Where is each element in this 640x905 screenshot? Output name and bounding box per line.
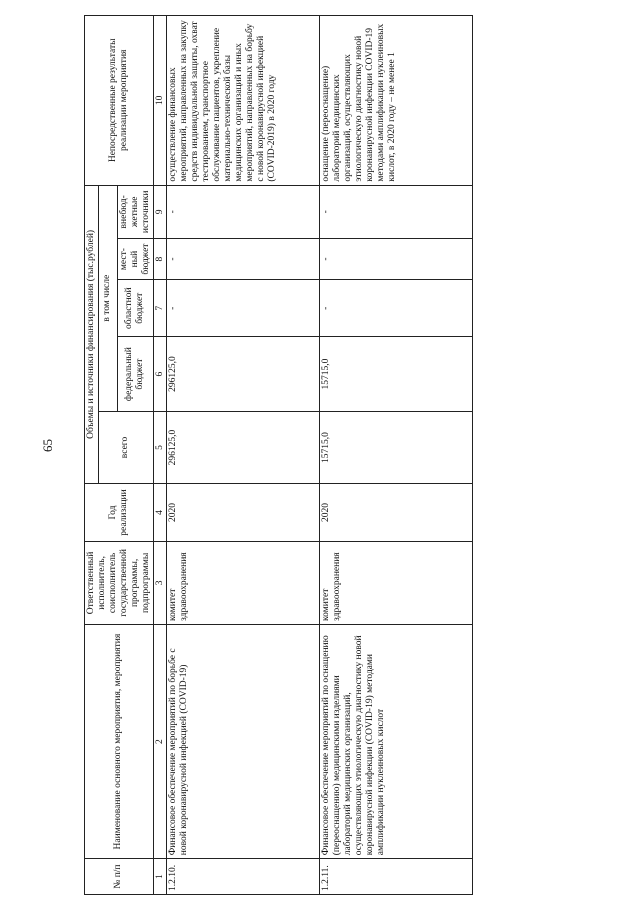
col-num-header: № п/п <box>85 859 154 895</box>
row-year: 2020 <box>167 484 320 542</box>
col-number: 8 <box>153 239 167 280</box>
col-number: 7 <box>153 280 167 337</box>
row-name: Финансовое обеспечение мероприятий по борьбе с новой коронавирусной инфекцией (COVID-19) <box>167 624 320 858</box>
row-result: оснащение (переоснащение) лабораторий медицинских организаций, осуществляющих этиологическую диагностику новой коронавирусной инфекции COVID-19 методами амплификации нуклеиновых кислот, в 2020 году – не менее 1 <box>320 16 473 186</box>
row-year: 2020 <box>320 484 473 542</box>
row-num: 1.2.10. <box>167 859 320 895</box>
col-number: 5 <box>153 411 167 483</box>
row-responsible: комитет здравоохранения <box>320 541 473 624</box>
col-federal-header: федеральный бюджет <box>117 337 153 411</box>
col-number: 9 <box>153 185 167 238</box>
row-total: 15715,0 <box>320 411 473 483</box>
row-num: 1.2.11. <box>320 859 473 895</box>
col-number: 2 <box>153 624 167 858</box>
row-regional: - <box>167 280 320 337</box>
rotated-page <box>80 0 640 905</box>
row-total: 296125,0 <box>167 411 320 483</box>
row-local: - <box>320 239 473 280</box>
table-row <box>320 16 473 895</box>
col-number: 10 <box>153 16 167 186</box>
col-funding-header: Объемы и источники финансирования (тыс.рублей) <box>85 185 99 484</box>
col-responsible-header: Ответственный исполнитель, соисполнитель государственной программы, подпрограммы <box>85 541 154 624</box>
row-responsible: комитет здравоохранения <box>167 541 320 624</box>
program-table <box>84 15 473 895</box>
table-row <box>167 16 320 895</box>
col-number: 6 <box>153 337 167 411</box>
col-number: 1 <box>153 859 167 895</box>
row-regional: - <box>320 280 473 337</box>
col-incl-header: в том числе <box>98 185 117 411</box>
col-results-header: Непосредственные результаты реализации мероприятия <box>85 16 154 186</box>
row-extra: - <box>167 185 320 238</box>
col-name-header: Наименование основного мероприятия, мероприятия <box>85 624 154 858</box>
row-name: Финансовое обеспечение мероприятий по оснащению (переоснащению) медицинскими изделиями лабораторий медицинских организаций, осуществляющих этиологическую диагностику новой коронавирусной инфекции (COVID-19) методами амплификации нуклеиновых кислот <box>320 624 473 858</box>
row-result: осуществление финансовых мероприятий, направленных на закупку средств индивидуальной защиты, охват тестированием, транспортное обслуживание пациентов, укрепление материально-технической базы медицинских организаций и иных мероприятий, направленных на борьбу с новой коронавирусной инфекцией (COVID-2019) в 2020 году <box>167 16 320 186</box>
column-numbers-row <box>153 16 167 895</box>
row-extra: - <box>320 185 473 238</box>
col-number: 3 <box>153 541 167 624</box>
header-row-1 <box>85 16 99 895</box>
col-extra-header: внебюд-жетные источники <box>117 185 153 238</box>
row-local: - <box>167 239 320 280</box>
col-total-header: всего <box>98 411 153 483</box>
row-federal: 15715,0 <box>320 337 473 411</box>
page-number: 65 <box>40 439 55 452</box>
col-local-header: мест-ный бюджет <box>117 239 153 280</box>
col-number: 4 <box>153 484 167 542</box>
row-federal: 296125,0 <box>167 337 320 411</box>
col-regional-header: областной бюджет <box>117 280 153 337</box>
col-year-header: Год реализации <box>85 484 154 542</box>
